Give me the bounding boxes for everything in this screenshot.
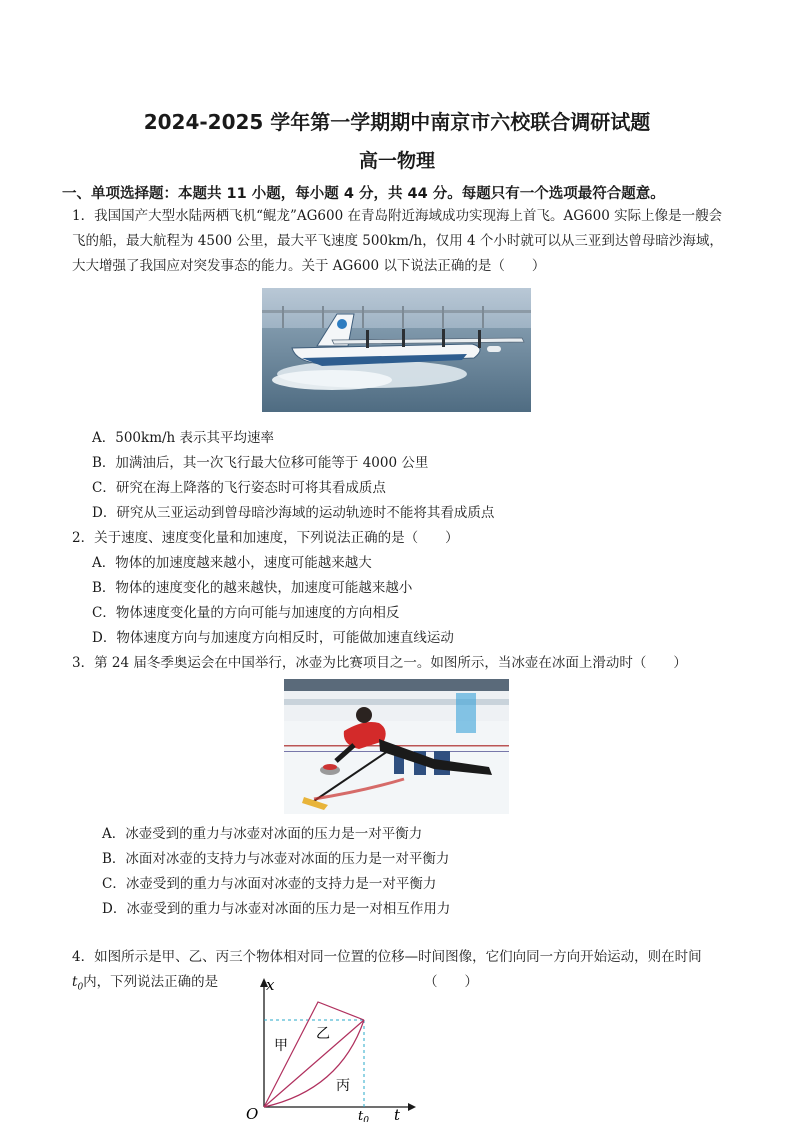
q4-line-2: $t_0$内，下列说法正确的是 xyxy=(72,974,219,993)
q3-option-d: D．冰壶受到的重力与冰壶对冰面的压力是一对相互作用力 xyxy=(102,901,451,917)
curling-illustration xyxy=(284,679,509,814)
label-jia: 甲 xyxy=(274,1038,288,1054)
t-axis-label: t xyxy=(394,1106,401,1122)
t0-label: $t_0$ xyxy=(358,1109,369,1122)
q1-line-3: 大大增强了我国应对突发事态的能力。关于 AG600 以下说法正确的是（ ） xyxy=(72,258,546,274)
q2-option-c: C．物体速度变化量的方向可能与加速度的方向相反 xyxy=(92,605,400,621)
q3-option-a: A．冰壶受到的重力与冰壶对冰面的压力是一对平衡力 xyxy=(102,826,423,842)
q2-option-b: B．物体的速度变化的越来越快，加速度可能越来越小 xyxy=(92,580,413,596)
q3-option-c: C．冰壶受到的重力与冰面对冰壶的支持力是一对平衡力 xyxy=(102,876,437,892)
x-axis-label: x xyxy=(266,976,275,994)
exam-title: 2024-2025 学年第一学期期中南京市六校联合调研试题 xyxy=(143,110,651,134)
q2-option-a: A．物体的加速度越来越小，速度可能越来越大 xyxy=(92,555,372,571)
seaplane-photo xyxy=(262,288,531,412)
q1-line-2: 飞的船，最大航程为 4500 公里，最大平飞速度 500km/h，仅用 4 个小时就可以从三亚到达曾母暗沙海域， xyxy=(72,233,723,249)
q4-answer-paren: （ ） xyxy=(424,974,478,990)
q4-line-1: 4．如图所示是甲、乙、丙三个物体相对同一位置的位移—时间图像，它们向同一方向开始运动，则在时间 xyxy=(72,949,702,965)
q2-option-d: D．物体速度方向与加速度方向相反时，可能做加速直线运动 xyxy=(92,630,454,646)
q1-option-d: D．研究从三亚运动到曾母暗沙海域的运动轨迹时不能将其看成质点 xyxy=(92,505,495,521)
origin-label: O xyxy=(246,1105,259,1122)
exam-subject: 高一物理 xyxy=(358,150,435,172)
label-yi: 乙 xyxy=(316,1026,330,1042)
q2-line-1: 2．关于速度、速度变化量和加速度，下列说法正确的是（ ） xyxy=(72,530,459,546)
q1-line-1: 1．我国国产大型水陆两栖飞机“鲲龙”AG600 在青岛附近海域成功实现海上首飞。AG600 实际上像是一艘会 xyxy=(72,208,723,224)
label-bing: 丙 xyxy=(336,1078,350,1094)
q1-option-a: A．500km/h 表示其平均速率 xyxy=(92,430,275,446)
xt-graph-svg xyxy=(240,970,420,1122)
section-heading: 一、单项选择题：本题共 11 小题，每小题 4 分，共 44 分。每题只有一个选项最符合题意。 xyxy=(62,186,665,202)
q3-option-b: B．冰面对冰壶的支持力与冰壶对冰面的压力是一对平衡力 xyxy=(102,851,450,867)
q4-t0-symbol: $t_0$ xyxy=(72,974,84,993)
t-axis-arrow-icon xyxy=(408,1103,416,1111)
q3-line-1: 3．第 24 届冬季奥运会在中国举行，冰壶为比赛项目之一。如图所示，当冰壶在冰面上滑动时（ ） xyxy=(72,655,687,671)
displacement-time-graph xyxy=(240,970,420,1122)
q1-option-c: C．研究在海上降落的飞行姿态时可将其看成质点 xyxy=(92,480,386,496)
seaplane-illustration xyxy=(262,288,531,412)
q1-option-b: B．加满油后，其一次飞行最大位移可能等于 4000 公里 xyxy=(92,455,429,471)
curling-photo xyxy=(284,679,509,814)
